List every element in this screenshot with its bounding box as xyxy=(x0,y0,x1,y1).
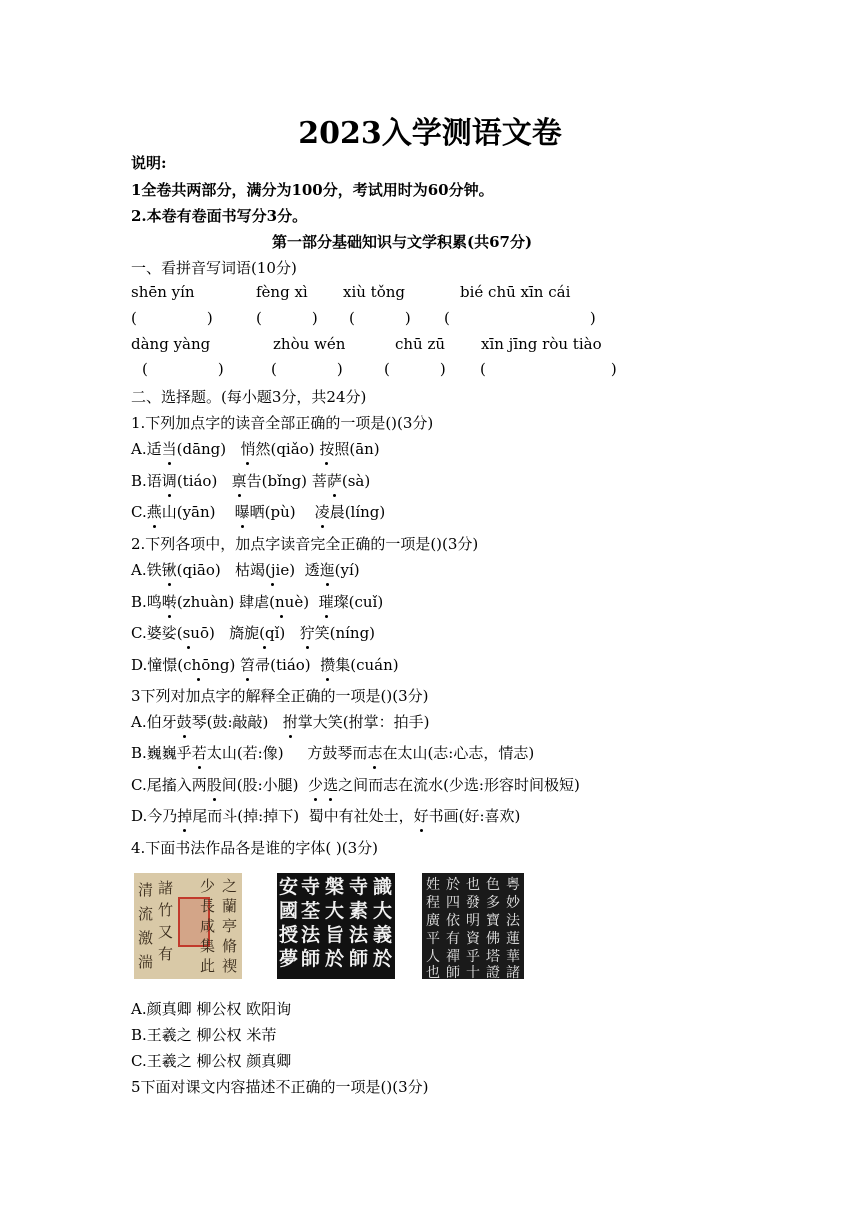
note-2: 2.本卷有卷面书写分3分。 xyxy=(131,207,308,225)
svg-text:禊: 禊 xyxy=(222,957,238,975)
section1-heading: 一、看拼音写词语(10分) xyxy=(131,259,297,277)
notes-heading: 说明: xyxy=(131,154,167,172)
calligraphy-image-2 xyxy=(277,873,395,979)
svg-text:激: 激 xyxy=(138,929,154,947)
q2-option-c[interactable]: C.婆娑(suō) 旖旎(qǐ) 狞笑(níng) xyxy=(131,624,376,642)
svg-text:妙: 妙 xyxy=(506,895,520,911)
answer-blank-4[interactable]: ( ) xyxy=(444,309,596,327)
svg-text:人: 人 xyxy=(426,949,440,965)
svg-text:授: 授 xyxy=(279,924,299,946)
svg-text:塔: 塔 xyxy=(486,949,500,965)
svg-text:於: 於 xyxy=(446,877,460,893)
svg-text:蓮: 蓮 xyxy=(506,931,520,947)
svg-text:旨: 旨 xyxy=(325,924,345,946)
svg-text:華: 華 xyxy=(506,949,520,965)
question-1-stem: 1.下列加点字的读音全部正确的一项是()(3分) xyxy=(131,414,434,432)
pinyin-6: zhòu wén xyxy=(273,335,346,353)
svg-text:佛: 佛 xyxy=(486,931,500,947)
pinyin-5: dàng yàng xyxy=(131,335,211,353)
pinyin-7: chū zū xyxy=(395,335,446,353)
page-title: 2023入学测语文卷 xyxy=(298,116,562,151)
svg-text:識: 識 xyxy=(373,876,393,898)
svg-text:發: 發 xyxy=(466,895,480,911)
svg-text:夢: 夢 xyxy=(279,948,299,970)
svg-text:於: 於 xyxy=(373,948,393,970)
pinyin-3: xiù tǒng xyxy=(343,283,406,301)
svg-text:諸: 諸 xyxy=(158,879,174,897)
section2-heading: 二、选择题。(每小题3分，共24分) xyxy=(131,388,367,406)
q2-option-b[interactable]: B.鸣啭(zhuàn) 肆虐(nuè) 璀璨(cuǐ) xyxy=(131,593,384,611)
answer-blank-1[interactable]: ( ) xyxy=(131,309,213,327)
calligraphy-image-3 xyxy=(422,873,524,979)
q4-option-b[interactable]: B.王羲之 柳公权 米芾 xyxy=(131,1026,277,1044)
pinyin-1: shēn yín xyxy=(131,283,195,301)
pinyin-2: fèng xì xyxy=(256,283,308,301)
svg-text:大: 大 xyxy=(373,900,393,922)
question-4-stem: 4.下面书法作品各是谁的字体( )(3分) xyxy=(131,839,379,857)
svg-text:資: 資 xyxy=(466,931,480,947)
q1-option-c[interactable]: C.燕山(yān) 曝晒(pù) 凌晨(líng) xyxy=(131,503,386,521)
svg-text:法: 法 xyxy=(349,924,369,946)
svg-text:荃: 荃 xyxy=(301,900,321,922)
svg-text:國: 國 xyxy=(279,900,299,922)
svg-text:集: 集 xyxy=(200,937,216,955)
svg-text:師: 師 xyxy=(349,948,369,970)
answer-blank-7[interactable]: ( ) xyxy=(384,360,446,378)
answer-blank-8[interactable]: ( ) xyxy=(480,360,617,378)
part1-heading: 第一部分基础知识与文学积累(共67分) xyxy=(272,233,533,251)
svg-text:證: 證 xyxy=(486,965,500,979)
note-1: 1全卷共两部分，满分为100分，考试用时为60分钟。 xyxy=(131,181,494,199)
svg-text:依: 依 xyxy=(446,913,460,929)
svg-text:素: 素 xyxy=(349,900,369,922)
svg-text:程: 程 xyxy=(426,895,440,911)
svg-text:粤: 粤 xyxy=(506,877,520,893)
q4-option-c[interactable]: C.王羲之 柳公权 颜真卿 xyxy=(131,1052,292,1070)
q3-option-d[interactable]: D.今乃掉尾而斗(掉:掉下) 蜀中有社处士，好书画(好:喜欢) xyxy=(131,807,521,825)
svg-text:於: 於 xyxy=(325,948,345,970)
q4-option-a[interactable]: A.颜真卿 柳公权 欧阳询 xyxy=(131,1000,292,1018)
svg-text:禪: 禪 xyxy=(446,949,460,965)
question-2-stem: 2.下列各项中，加点字读音完全正确的一项是()(3分) xyxy=(131,535,479,553)
svg-text:少: 少 xyxy=(200,877,216,895)
svg-text:長: 長 xyxy=(200,897,216,915)
svg-text:槃: 槃 xyxy=(325,876,345,898)
svg-text:湍: 湍 xyxy=(138,953,154,971)
svg-text:平: 平 xyxy=(426,931,440,947)
calligraphy-image-1 xyxy=(134,873,242,979)
svg-text:又: 又 xyxy=(158,923,174,941)
svg-text:脩: 脩 xyxy=(222,937,238,955)
svg-text:流: 流 xyxy=(138,905,154,923)
svg-text:十: 十 xyxy=(466,965,480,979)
svg-text:亭: 亭 xyxy=(222,917,238,935)
answer-blank-2[interactable]: ( ) xyxy=(256,309,318,327)
svg-text:寶: 寶 xyxy=(486,913,500,929)
svg-text:寺: 寺 xyxy=(301,876,321,898)
svg-text:咸: 咸 xyxy=(200,917,216,935)
svg-text:蘭: 蘭 xyxy=(222,897,238,915)
svg-text:明: 明 xyxy=(466,913,480,929)
svg-text:色: 色 xyxy=(486,877,500,893)
svg-text:有: 有 xyxy=(158,945,174,963)
svg-text:有: 有 xyxy=(446,931,460,947)
q2-option-a[interactable]: A.铁锹(qiāo) 枯竭(jie) 透迤(yí) xyxy=(131,561,360,579)
svg-text:諸: 諸 xyxy=(506,965,520,979)
svg-text:之: 之 xyxy=(222,877,238,895)
svg-text:乎: 乎 xyxy=(466,949,480,965)
answer-blank-5[interactable]: ( ) xyxy=(142,360,224,378)
svg-text:法: 法 xyxy=(301,924,321,946)
svg-text:姓: 姓 xyxy=(426,877,440,893)
svg-text:清: 清 xyxy=(138,881,154,899)
q1-option-a[interactable]: A.适当(dāng) 悄然(qiǎo) 按照(ān) xyxy=(131,440,380,458)
answer-blank-3[interactable]: ( ) xyxy=(349,309,411,327)
q1-option-b[interactable]: B.语调(tiáo) 禀告(bǐng) 菩萨(sà) xyxy=(131,472,371,490)
q2-option-d[interactable]: D.憧憬(chōng) 笤帚(tiáo) 攒集(cuán) xyxy=(131,656,399,674)
svg-text:義: 義 xyxy=(373,924,393,946)
svg-text:大: 大 xyxy=(325,900,345,922)
pinyin-4: bié chū xīn cái xyxy=(460,283,571,301)
svg-text:也: 也 xyxy=(426,965,440,979)
question-5-stem: 5下面对课文内容描述不正确的一项是()(3分) xyxy=(131,1078,429,1096)
svg-text:法: 法 xyxy=(506,913,520,929)
q3-option-a[interactable]: A.伯牙鼓琴(鼓:敲敲) 拊掌大笑(拊掌：拍手) xyxy=(131,713,430,731)
svg-text:四: 四 xyxy=(446,895,460,911)
svg-text:也: 也 xyxy=(466,877,480,893)
svg-text:竹: 竹 xyxy=(158,901,174,919)
q3-option-c[interactable]: C.尾搐入两股间(股:小腿) 少选之间而志在流水(少选:形容时间极短) xyxy=(131,776,580,794)
svg-text:寺: 寺 xyxy=(349,876,369,898)
q3-option-b[interactable]: B.巍巍乎若太山(若:像) 方鼓琴而志在太山(志:心志，情志) xyxy=(131,744,535,762)
svg-text:師: 師 xyxy=(301,948,321,970)
svg-text:多: 多 xyxy=(486,895,500,911)
svg-text:安: 安 xyxy=(279,876,299,898)
question-3-stem: 3下列对加点字的解释全正确的一项是()(3分) xyxy=(131,687,429,705)
svg-text:此: 此 xyxy=(200,957,216,975)
svg-text:廣: 廣 xyxy=(426,913,440,929)
answer-blank-6[interactable]: ( ) xyxy=(271,360,343,378)
pinyin-8: xīn jīng ròu tiào xyxy=(481,335,602,353)
svg-text:師: 師 xyxy=(446,965,460,979)
